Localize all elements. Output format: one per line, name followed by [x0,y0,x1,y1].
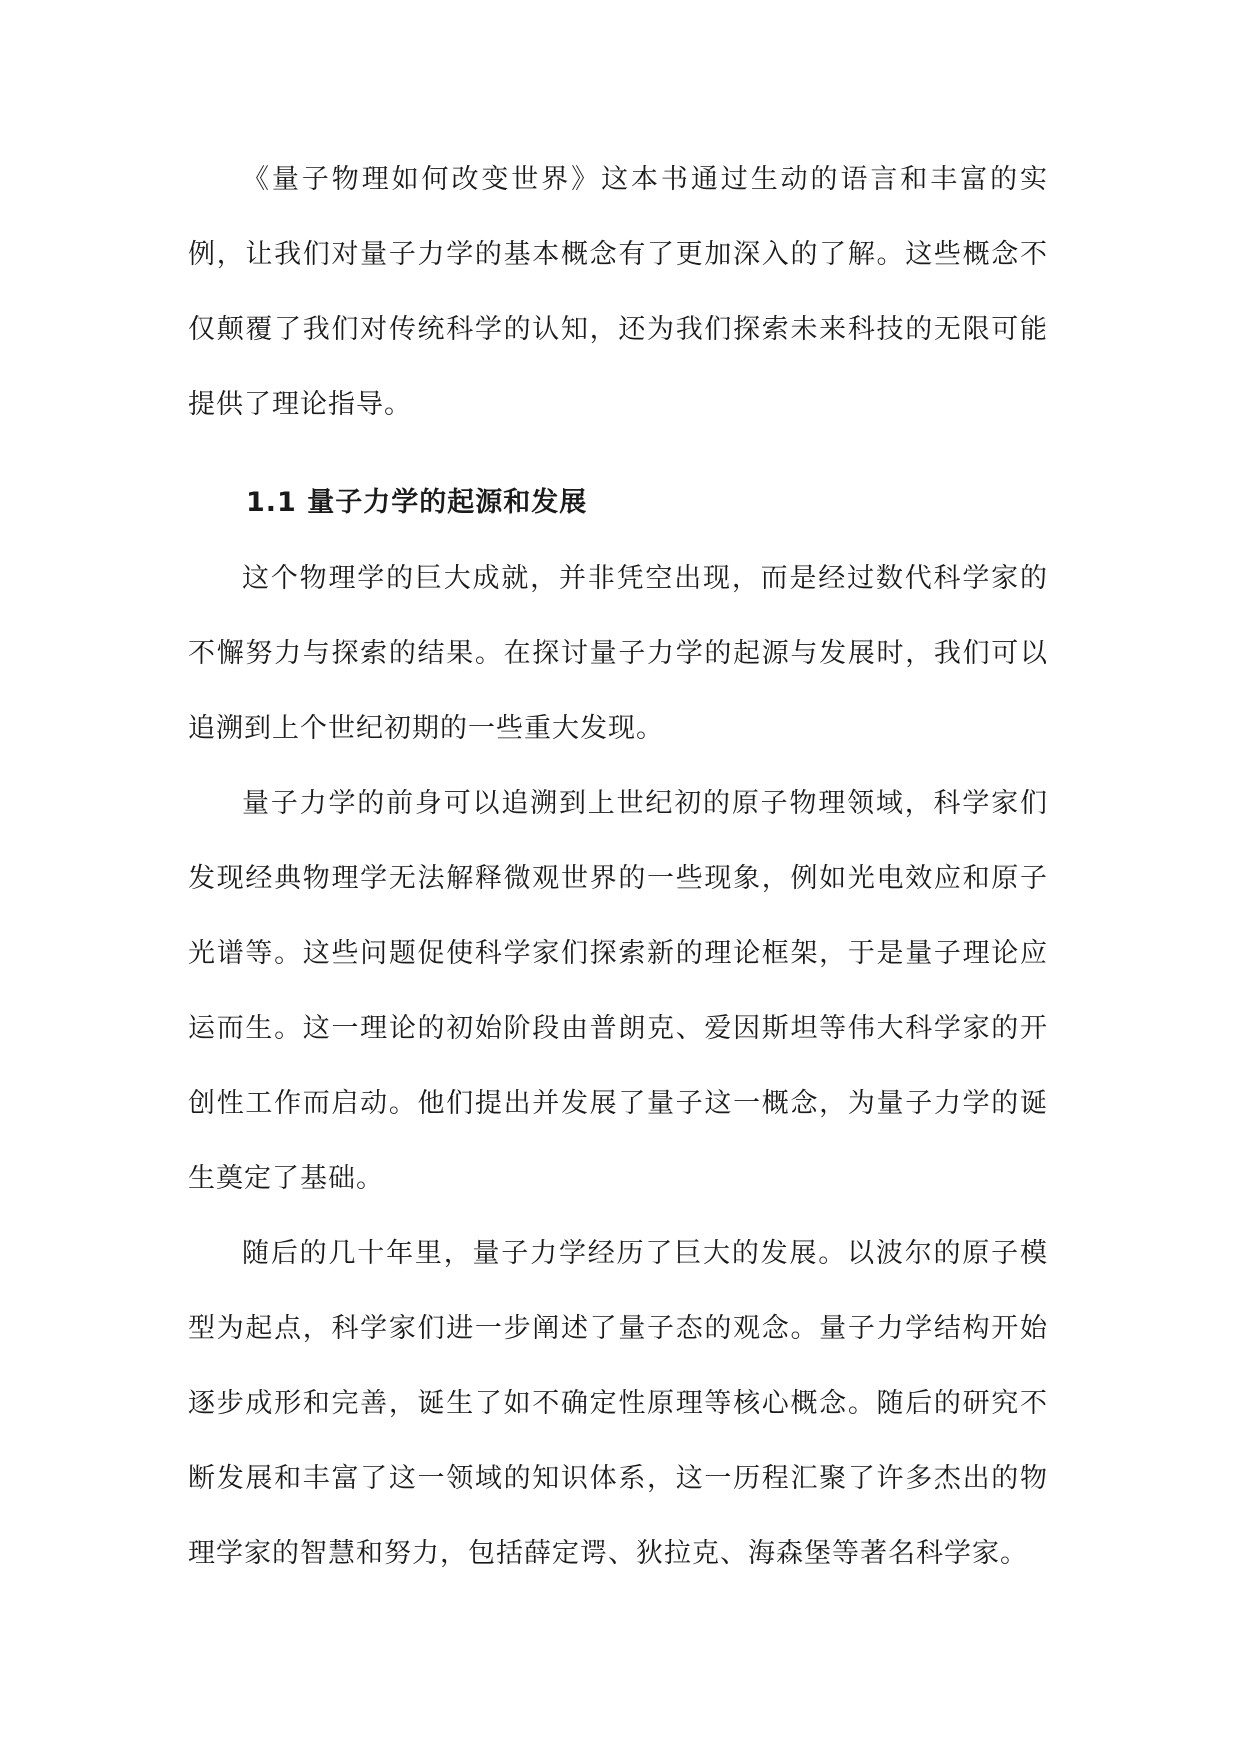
body-paragraph-2: 量子力学的前身可以追溯到上世纪初的原子物理领域，科学家们发现经典物理学无法解释微观世界的一些现象，例如光电效应和原子光谱等。这些问题促使科学家们探索新的理论框架，于是量子理论应运而生。这一理论的初始阶段由普朗克、爱因斯坦等伟大科学家的开创性工作而启动。他们提出并发展了量子这一概念，为量子力学的诞生奠定了基础。 [188,788,1048,1194]
body-paragraph-3: 随后的几十年里，量子力学经历了巨大的发展。以波尔的原子模型为起点，科学家们进一步阐述了量子态的观念。量子力学结构开始逐步成形和完善，诞生了如不确定性原理等核心概念。随后的研究不断发展和丰富了这一领域的知识体系，这一历程汇聚了许多杰出的物理学家的智慧和努力，包括薛定谔、狄拉克、海森堡等著名科学家。 [188,1238,1048,1569]
intro-paragraph: 《量子物理如何改变世界》这本书通过生动的语言和丰富的实例，让我们对量子力学的基本概念有了更加深入的了解。这些概念不仅颠覆了我们对传统科学的认知，还为我们探索未来科技的无限可能提供了理论指导。 [188,164,1048,420]
body-paragraph-1: 这个物理学的巨大成就，并非凭空出现，而是经过数代科学家的不懈努力与探索的结果。在探讨量子力学的起源与发展时，我们可以追溯到上个世纪初期的一些重大发现。 [188,563,1048,744]
document-body [188,142,1048,1591]
section-heading: 1.1 量子力学的起源和发展 [246,487,588,518]
